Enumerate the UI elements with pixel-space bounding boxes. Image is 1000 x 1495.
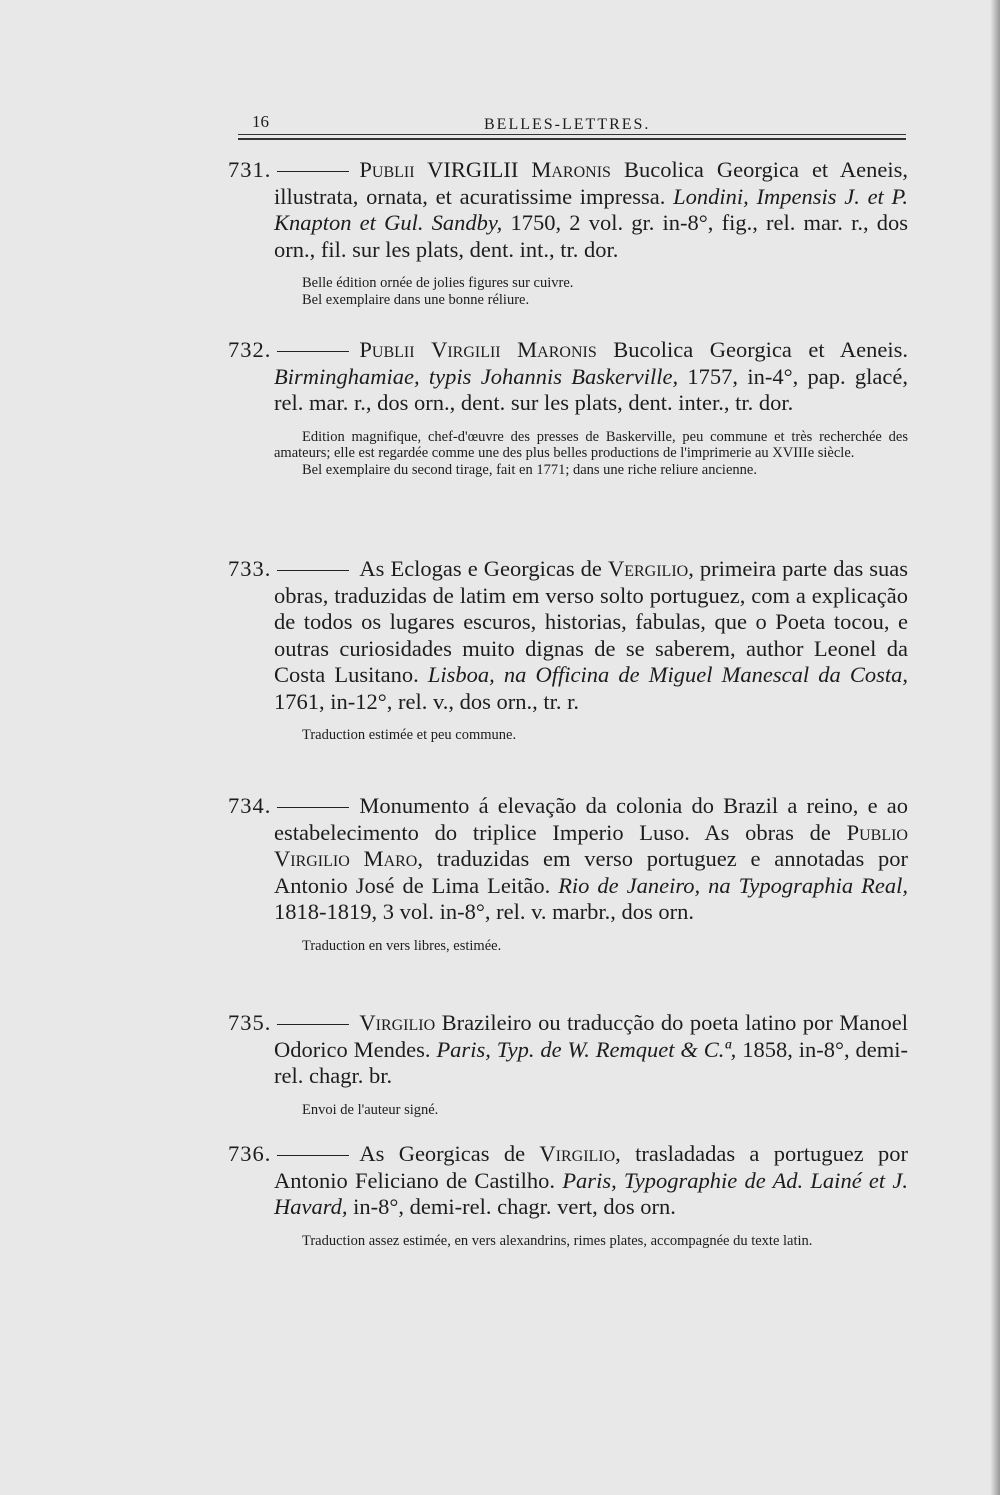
- catalog-entry-736: [228, 1141, 908, 1249]
- entry-number: 736.: [228, 1141, 272, 1166]
- title-text: As Eclogas e Georgicas de: [359, 556, 602, 581]
- note-line: Traduction assez estimée, en vers alexandrins, rimes plates, accompagnée du texte latin.: [302, 1232, 813, 1249]
- catalog-entry-735: [228, 1010, 908, 1118]
- entry-number: 731.: [228, 157, 272, 182]
- imprint: Paris, Typ. de W. Remquet & C.ª,: [436, 1036, 737, 1062]
- imprint: Londini, Impensis J. et P. Knapton et Gul. Sandby,: [274, 183, 909, 235]
- title-text: Bucolica Georgica et Aeneis, illustrata, ornata, et acuratissime impressa.: [274, 157, 909, 209]
- details: 1858, in-8°, demi-rel. chagr. br.: [274, 1036, 908, 1088]
- catalog-entry-731: [228, 157, 908, 308]
- entry-number: 732.: [228, 337, 272, 362]
- imprint: Birminghamiae, typis Johannis Baskerville,: [274, 363, 679, 389]
- title-text: Bucolica Georgica et Aeneis.: [613, 337, 908, 362]
- author-name: Virgilio,: [539, 1141, 621, 1166]
- entry-note: [228, 1233, 908, 1250]
- imprint: Lisboa, na Officina de Miguel Manescal da Costa,: [427, 662, 909, 687]
- author-name: Publio Virgilio Maro,: [274, 819, 908, 871]
- note-line: Bel exemplaire du second tirage, fait en 1771; dans une riche reliure ancienne.: [302, 461, 757, 478]
- note-line: Edition magnifique, chef-d'œuvre des presses de Baskerville, peu commune et très recherchée des amateurs; elle est regardée comme une des plus belles productions de l'imprimerie au XVIIIe siècle.: [274, 428, 908, 461]
- dash-rule: [277, 1155, 349, 1156]
- page-edge-shadow: [990, 0, 1000, 1495]
- title-text: trasladadas a portuguez por Antonio Feliciano de Castilho.: [274, 1141, 909, 1193]
- page-number: 16: [252, 112, 269, 131]
- note-line: Belle édition ornée de jolies figures sur cuivre.: [302, 275, 574, 291]
- note-line: Traduction en vers libres, estimée.: [302, 937, 502, 954]
- entry-note: [228, 727, 908, 744]
- author-name: Publii: [359, 157, 415, 182]
- dash-rule: [277, 1024, 349, 1025]
- title-text: Brazileiro ou traducção do poeta latino por Manoel Odorico Mendes.: [274, 1010, 908, 1062]
- imprint: Paris, Typographie de Ad. Lainé et J. Havard,: [274, 1167, 909, 1219]
- imprint: Rio de Janeiro, na Typographia Real,: [558, 872, 908, 898]
- dash-rule: [277, 570, 349, 571]
- header-rule: [238, 134, 906, 135]
- note-line: Traduction estimée et peu commune.: [302, 727, 517, 743]
- entry-note: [228, 938, 908, 955]
- header-rule-thick: [238, 138, 906, 140]
- entry-note: [228, 1102, 908, 1119]
- author-name: Virgilio: [359, 1010, 436, 1035]
- author-name: Maronis: [517, 337, 597, 362]
- title-text: Monumento á elevação da colonia do Brazil a reino, e ao estabelecimento do triplice Imperio Luso. As obras de: [274, 793, 908, 845]
- details: 1757, in-4°, pap. glacé, rel. mar. r., dos orn., dent. sur les plats, dent. inter., tr. dor.: [274, 363, 908, 415]
- author-name: Maronis: [531, 157, 611, 182]
- running-head: BELLES-LETTRES.: [484, 116, 651, 133]
- details: in-8°, demi-rel. chagr. vert, dos orn.: [353, 1194, 676, 1219]
- entry-number: 735.: [228, 1010, 272, 1035]
- note-line: Bel exemplaire dans une bonne réliure.: [302, 291, 530, 308]
- page-header: [238, 110, 906, 140]
- dash-rule: [277, 807, 349, 808]
- author-name: Vergilio,: [607, 556, 694, 581]
- details: 1750, 2 vol. gr. in-8°, fig., rel. mar. r., dos orn., fil. sur les plats, dent. int., tr. dor.: [274, 210, 909, 262]
- title-text: primeira parte das suas obras, traduzidas de latim em verso solto portuguez, com a explicação de todos os lugares escuros, historias, fabulas, que o Poeta tocou, e outras curiosidades muito dignas de se saberem, author Leonel da Costa Lusitano.: [274, 556, 909, 687]
- author-name: Virgilii: [431, 337, 501, 362]
- dash-rule: [277, 351, 349, 352]
- catalog-entry-734: [228, 793, 908, 954]
- entry-note: [228, 275, 908, 308]
- note-line: Envoi de l'auteur signé.: [302, 1101, 439, 1118]
- entry-number: 733.: [228, 556, 272, 581]
- details: 1761, in-12°, rel. v., dos orn., tr. r.: [274, 688, 580, 714]
- title-text: traduzidas em verso portuguez e annotadas por Antonio José de Lima Leitão.: [274, 846, 909, 898]
- entry-note: [228, 429, 908, 479]
- catalog-entry-732: [228, 337, 908, 478]
- entry-number: 734.: [228, 793, 272, 818]
- catalog-entry-733: [228, 556, 908, 744]
- details: 1818-1819, 3 vol. in-8°, rel. v. marbr., dos orn.: [274, 899, 694, 924]
- author-name: Publii: [359, 337, 415, 362]
- title-text: As Georgicas de: [359, 1141, 526, 1166]
- author-name: VIRGILII: [427, 157, 519, 182]
- dash-rule: [277, 171, 349, 172]
